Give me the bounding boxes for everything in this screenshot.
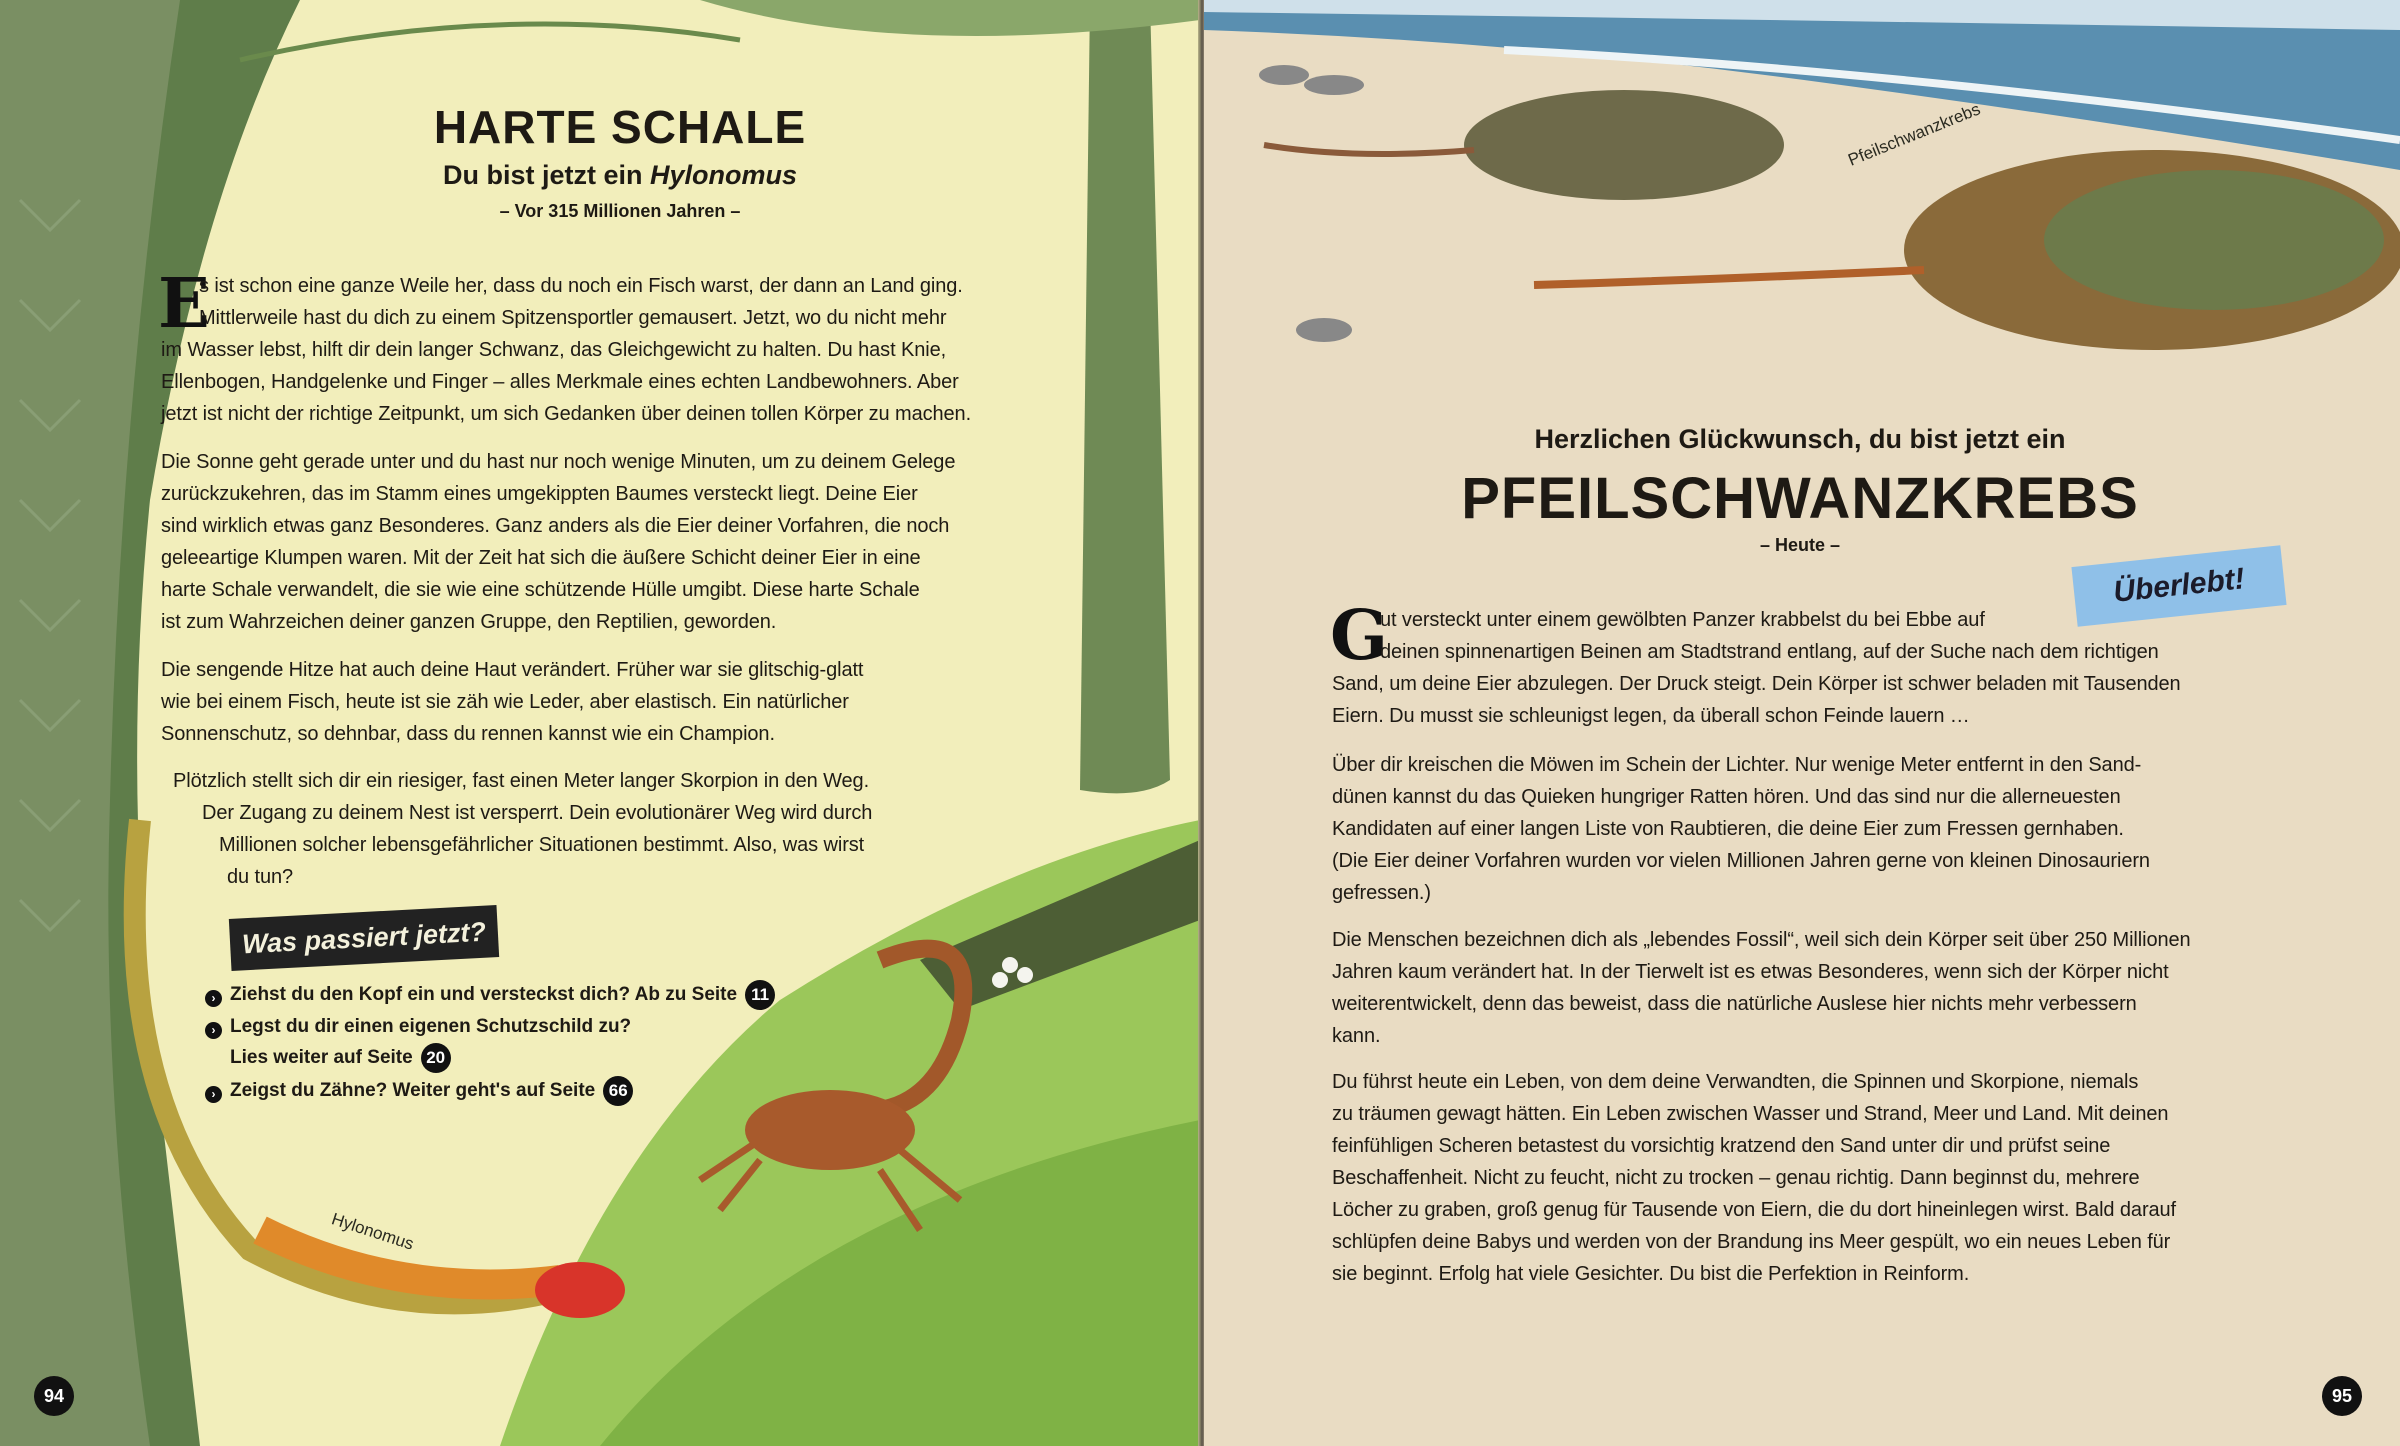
text-line: schlüpfen deine Babys und werden von der Brandung ins Meer gespült, wo ein neues Leben für [1332,1231,2171,1253]
paragraph [1330,596,2181,732]
animal-label: Hylonomus [329,1209,417,1254]
text-line: wie bei einem Fisch, heute ist sie zäh wie Leder, aber elastisch. Ein natürlicher [161,691,849,713]
text-line: im Wasser lebst, hilft dir dein langer Schwanz, das Gleichgewicht zu halten. Du hast Knie, [161,339,947,361]
text-line: sind wirklich etwas ganz Besonderes. Ganz anders als die Eier deiner Vorfahren, die noch [161,515,950,537]
text-line: kann. [1332,1025,1381,1047]
text-line: jetzt ist nicht der richtige Zeitpunkt, um sich Gedanken über deinen tollen Körper zu machen. [161,403,972,425]
era-label: – Vor 315 Millionen Jahren – [499,201,741,221]
congrats-heading: Herzlichen Glückwunsch, du bist jetzt ein [1534,424,2066,454]
arrow-icon: › [205,990,222,1007]
choice-option-3[interactable] [205,1076,633,1106]
page-number: 94 [34,1376,74,1416]
paragraph [1332,924,2191,1052]
subtitle [370,160,870,191]
text-line: Millionen solcher lebensgefährlicher Situationen bestimmt. Also, was wirst [219,834,865,856]
text-line: Über dir kreischen die Möwen im Schein der Lichter. Nur wenige Meter entfernt in den Sand- [1332,754,2142,776]
text-line: Ellenbogen, Handgelenke und Finger – alles Merkmale eines echten Landbewohners. Aber [161,371,959,393]
drop-cap: G [1330,596,1389,676]
paragraph [173,765,872,893]
text-line: ist zum Wahrzeichen deiner ganzen Gruppe, den Reptilien, geworden. [161,611,777,633]
text-line: gefressen.) [1332,882,1431,904]
text-line: weiterentwickelt, denn das beweist, dass die natürliche Auslese hier nichts mehr verbessern [1332,993,2137,1015]
page-title: HARTE SCHALE [433,101,807,153]
text-line: Die sengende Hitze hat auch deine Haut verändert. Früher war sie glitschig-glatt [161,659,864,681]
choice-text: Lies weiter auf Seite [230,1047,413,1068]
text-line: Plötzlich stellt sich dir ein riesiger, fast einen Meter langer Skorpion in den Weg. [173,770,870,792]
text-line: Kandidaten auf einer langen Liste von Raubtieren, die deine Eier zum Fressen gernhaben. [1332,818,2124,840]
choice-text: Zeigst du Zähne? Weiter geht's auf Seite [230,1080,596,1101]
text-line: Mittlerweile hast du dich zu einem Spitzensportler gemausert. Jetzt, wo du nicht mehr [199,307,947,329]
paragraph [1332,1066,2176,1290]
paragraph [161,446,955,638]
text-line: ut versteckt unter einem gewölbten Panzer krabbelst du bei Ebbe auf [1380,609,1985,631]
text-line: Sand, um deine Eier abzulegen. Der Druck steigt. Dein Körper ist schwer beladen mit Tausenden [1332,673,2181,695]
choice-text: Ziehst du den Kopf ein und versteckst dich? Ab zu Seite [230,984,738,1005]
animal-label: Pfeilschwanzkrebs [1845,99,1984,170]
page-title: PFEILSCHWANZKREBS [1461,466,2139,531]
choices-heading: Was passiert jetzt? [229,905,499,971]
text-line: s ist schon eine ganze Weile her, dass du noch ein Fisch warst, der dann an Land ging. [199,275,963,297]
page-link-badge[interactable]: 11 [745,980,775,1010]
arrow-icon: › [205,1086,222,1103]
text-line: Die Menschen bezeichnen dich als „lebendes Fossil“, weil sich dein Körper seit über 250 Millionen [1332,929,2191,951]
page-link-badge[interactable]: 66 [603,1076,633,1106]
text-line: Sonnenschutz, so dehnbar, dass du rennen kannst wie ein Champion. [161,723,775,745]
text-line: Der Zugang zu deinem Nest ist versperrt. Dein evolutionärer Weg wird durch [202,802,873,824]
paragraph [1332,749,2150,909]
text-line: geleeartige Klumpen waren. Mit der Zeit hat sich die äußere Schicht deiner Eier in eine [161,547,921,569]
arrow-icon: › [205,1022,222,1039]
text-line: Eiern. Du musst sie schleunigst legen, da überall schon Feinde lauern … [1332,705,1970,727]
text-line: dünen kannst du das Quieken hungriger Ratten hören. Und das sind nur die allerneuesten [1332,786,2121,808]
text-line: zurückzukehren, das im Stamm eines umgekippten Baumes versteckt liegt. Deine Eier [161,483,918,505]
subtitle-species: Hylonomus [650,160,798,190]
choice-option-2-continued[interactable] [230,1043,451,1073]
survived-badge: Überlebt! [2071,545,2286,627]
text-line: zu träumen gewagt hätten. Ein Leben zwischen Wasser und Strand, Meer und Land. Mit deinen [1332,1103,2169,1125]
text-line: Beschaffenheit. Nicht zu feucht, nicht zu trocken – genau richtig. Dann beginnst du, mehrere [1332,1167,2140,1189]
text-line: Du führst heute ein Leben, von dem deine Verwandten, die Spinnen und Skorpione, niemals [1332,1071,2139,1093]
paragraph [161,654,863,750]
text-line: (Die Eier deiner Vorfahren wurden vor vielen Millionen Jahren gerne von kleinen Dinosauriern [1332,850,2150,872]
text-line: du tun? [227,866,294,888]
drop-cap: E [158,264,210,344]
page-number: 95 [2322,1376,2362,1416]
choice-option-2[interactable] [205,1012,631,1042]
text-line: deinen spinnenartigen Beinen am Stadtstrand entlang, auf der Suche nach dem richtigen [1380,641,2159,663]
text-line: harte Schale verwandelt, die sie wie eine schützende Hülle umgibt. Diese harte Schale [161,579,920,601]
subtitle-prefix: Du bist jetzt ein [442,160,650,190]
era-label: – Heute – [1759,535,1841,555]
text-line: feinfühligen Scheren betastest du vorsichtig kratzend den Sand unter dir und prüfst seine [1332,1135,2111,1157]
text-line: Die Sonne geht gerade unter und du hast nur noch wenige Minuten, um zu deinem Gelege [161,451,956,473]
page-link-badge[interactable]: 20 [421,1043,451,1073]
choice-text: Legst du dir einen eigenen Schutzschild zu? [230,1016,632,1037]
text-line: Jahren kaum verändert hat. In der Tierwelt ist es etwas Besonderes, wenn sich der Körper nicht [1332,961,2169,983]
choice-option-1[interactable] [205,980,775,1010]
text-line: sie beginnt. Erfolg hat viele Gesichter. Du bist die Perfektion in Reinform. [1332,1263,1970,1285]
paragraph [161,270,971,430]
text-line: Löcher zu graben, groß genug für Tausende von Eiern, die du dort hineinlegen wirst. Bald darauf [1332,1199,2177,1221]
